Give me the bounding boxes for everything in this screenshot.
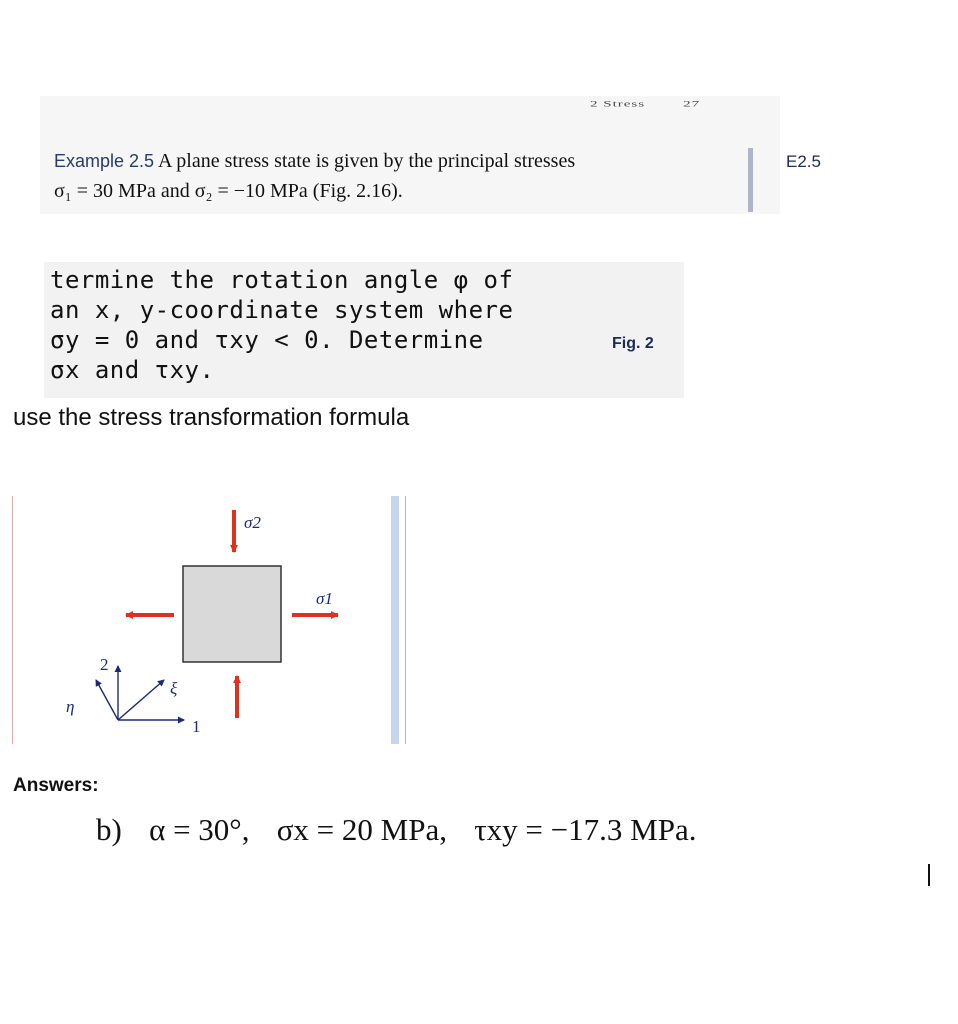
instruction-text: use the stress transformation formula <box>13 404 410 431</box>
eta-label: η <box>66 697 75 716</box>
eta-axis-line <box>96 680 118 720</box>
example-line-2: σ₁ = 30 MPa and σ₂ = −10 MPa (Fig. 2.16). <box>54 180 403 202</box>
example-line-1 <box>54 150 575 173</box>
example-label: Example 2.5 <box>54 151 155 171</box>
figure-frame-right-line <box>405 496 406 744</box>
task-line-1: termine the rotation angle φ of <box>50 266 514 294</box>
margin-bar <box>748 148 753 212</box>
example-text-1: A plane stress state is given by the principal stresses <box>157 150 576 172</box>
answer-b-prefix: b) <box>96 812 122 847</box>
page-header-section: 2 Stress <box>590 100 646 109</box>
stress-element-box <box>183 566 281 662</box>
sigma2-label: σ2 <box>244 513 261 532</box>
example-id: E2.5 <box>786 152 821 171</box>
xi-label: ξ <box>170 679 178 698</box>
axis-1-label: 1 <box>192 717 201 736</box>
answer-tau-xy: τxy = −17.3 MPa. <box>474 812 697 847</box>
figure-frame-left <box>12 496 13 744</box>
xi-axis-line <box>118 680 164 720</box>
page-header-number: 27 <box>683 100 701 109</box>
task-line-3: σy = 0 and τxy < 0. Determine <box>50 326 484 354</box>
figure-reference: Fig. 2 <box>612 335 654 352</box>
answer-alpha: α = 30°, <box>149 812 250 847</box>
task-line-2: an x, y-coordinate system where <box>50 296 514 324</box>
task-line-4: σx and τxy. <box>50 356 215 384</box>
text-cursor[interactable] <box>928 864 930 886</box>
stress-element-figure <box>60 500 390 740</box>
answers-label: Answers: <box>13 775 99 796</box>
answer-sigma-x: σx = 20 MPa, <box>276 812 447 847</box>
answer-b <box>96 812 700 848</box>
sigma1-label: σ1 <box>316 589 333 608</box>
page-header <box>590 100 700 109</box>
figure-frame-right-bar <box>391 496 399 744</box>
axis-2-label: 2 <box>100 655 109 674</box>
